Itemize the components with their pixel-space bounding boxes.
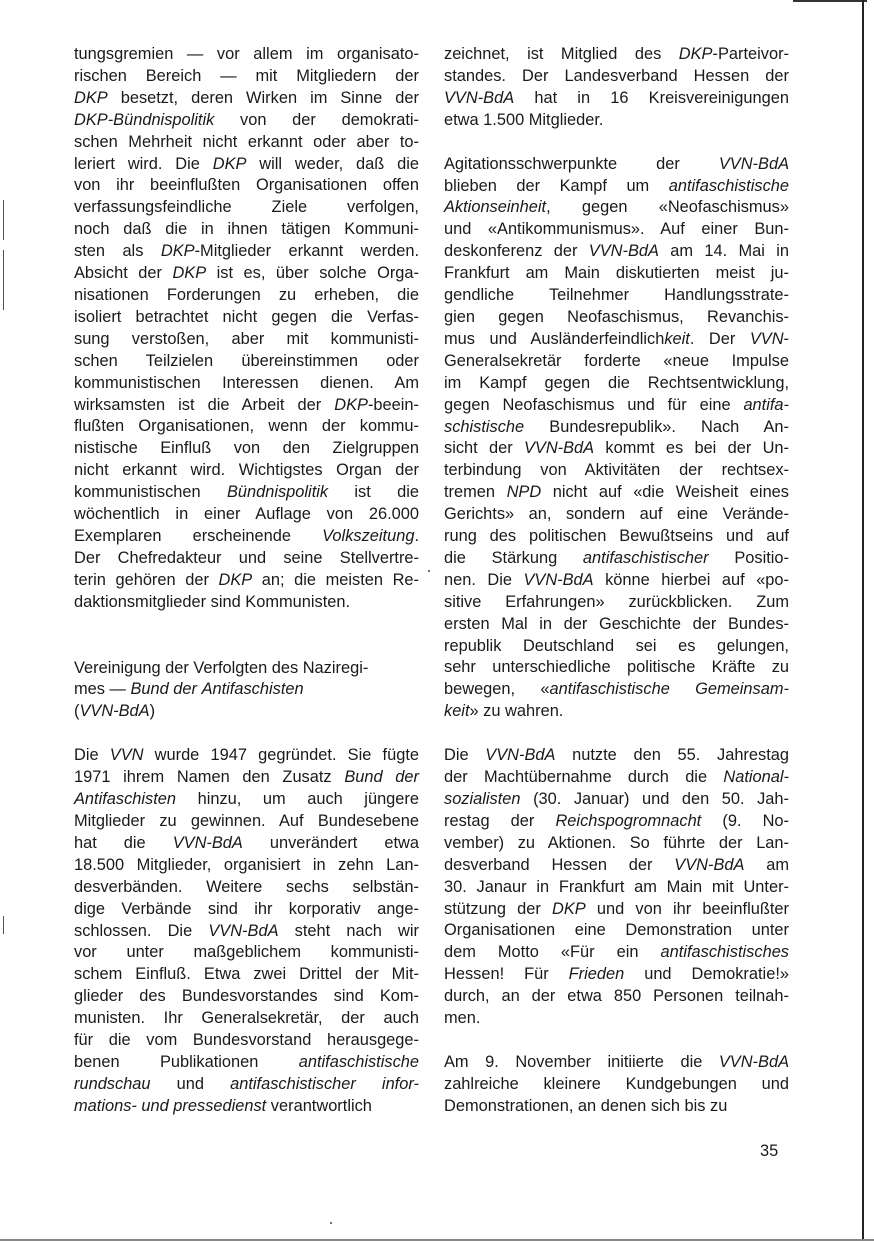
left-paragraph-1 — [74, 44, 419, 614]
text-line: Absicht der DKP ist es, über solche Orga- — [74, 264, 419, 283]
text-line: Der Chefredakteur und seine Stellvertre- — [74, 548, 419, 567]
text-line: kommunistischen Bündnispolitik ist die — [74, 483, 419, 502]
text-line: stützung der DKP und von ihr beeinflußter — [444, 899, 789, 918]
text-line: verfassungsfeindliche Ziele verfolgen, — [74, 198, 419, 217]
text-line: von ihr beeinflußten Organisationen offen — [74, 176, 419, 195]
text-line: leriert wird. Die DKP will weder, daß die — [74, 154, 419, 173]
text-line: rundschau und antifaschistischer infor- — [74, 1074, 419, 1093]
text-line: rung des politischen Bewußtseins und auf — [444, 527, 789, 546]
text-line: gegen Neofaschismus und für eine antifa- — [444, 395, 789, 414]
text-line: durch, an der etwa 850 Personen teilnah- — [444, 987, 789, 1006]
text-line: mus und Ausländerfeindlichkeit. Der VVN- — [444, 329, 789, 348]
text-line: sitive Erfahrungen» zurückblicken. Zum — [444, 592, 789, 611]
text-line: Agitationsschwerpunkte der VVN-BdA — [444, 154, 789, 173]
text-line: gendliche Teilnehmer Handlungsstrate- — [444, 286, 789, 305]
text-line: tremen NPD nicht auf «die Weisheit eines — [444, 483, 789, 502]
scan-mark — [3, 916, 4, 934]
text-line: flußten Organisationen, wenn der kommu- — [74, 417, 419, 436]
text-line: 30. Janaur in Frankfurt am Main mit Unter- — [444, 877, 789, 896]
text-line: dige Verbände sind ihr korporativ ange- — [74, 899, 419, 918]
text-line: schistische Bundesrepublik». Nach An- — [444, 417, 789, 436]
right-paragraph-1 — [444, 44, 789, 132]
text-line: sozialisten (30. Januar) und den 50. Jah- — [444, 790, 789, 808]
text-line: mes — Bund der Antifaschisten — [74, 680, 304, 699]
text-line: schem Einfluß. Etwa zwei Drittel der Mit- — [74, 965, 419, 984]
text-line: ersten Mal in der Geschichte der Bundes- — [444, 614, 789, 633]
text-line: daktionsmitglieder sind Kommunisten. — [74, 592, 351, 611]
text-line: sehr unterschiedliche politische Kräfte zu — [444, 658, 789, 677]
text-line: schen Teilzielen übereinstimmen oder — [74, 351, 419, 370]
text-line: Vereinigung der Verfolgten des Naziregi- — [74, 658, 369, 677]
text-line: DKP-Bündnispolitik von der demokrati- — [74, 110, 419, 129]
page-edge-right — [862, 0, 864, 1241]
text-line: 1971 ihrem Namen den Zusatz Bund der — [74, 768, 419, 787]
text-line: benen Publikationen antifaschistische — [74, 1052, 419, 1071]
text-line: Generalsekretär forderte «neue Impulse — [444, 351, 789, 370]
text-line: etwa 1.500 Mitglieder. — [444, 110, 604, 129]
text-line: terin gehören der DKP an; die meisten Re- — [74, 570, 419, 589]
text-line: tungsgremien — vor allem im organisato- — [74, 45, 419, 63]
text-line: isoliert betrachtet nicht gegen die Verfas- — [74, 307, 419, 326]
text-line: Exemplaren erscheinende Volkszeitung. — [74, 526, 419, 545]
scan-mark — [3, 200, 4, 240]
text-line: noch daß die in ihnen tätigen Kommuni- — [74, 220, 419, 239]
text-line: hat die VVN-BdA unverändert etwa — [74, 833, 419, 852]
section-heading — [74, 658, 419, 724]
scan-dot — [330, 1222, 332, 1224]
text-line: Antifaschisten hinzu, um auch jüngere — [74, 790, 419, 809]
left-paragraph-2 — [74, 745, 419, 1117]
text-line: 18.500 Mitglieder, organisiert in zehn Lan- — [74, 855, 419, 874]
right-paragraph-2 — [444, 154, 789, 724]
text-line: Die VVN wurde 1947 gegründet. Sie fügte — [74, 746, 419, 765]
text-line: restag der Reichspogromnacht (9. No- — [444, 811, 789, 830]
text-line: schlossen. Die VVN-BdA steht nach wir — [74, 921, 419, 940]
text-line: Demonstrationen, an denen sich bis zu — [444, 1096, 728, 1115]
text-line: (VVN-BdA) — [74, 702, 156, 721]
text-line: zahlreiche kleinere Kundgebungen und — [444, 1074, 789, 1093]
right-column — [444, 44, 789, 1140]
text-line: Mitglieder zu gewinnen. Auf Bundesebene — [74, 812, 419, 830]
text-line: rischen Bereich — mit Mitgliedern der — [74, 66, 419, 85]
text-line: republik Deutschland sei es gelungen, — [444, 636, 789, 655]
text-line: standes. Der Landesverband Hessen der — [444, 66, 789, 85]
text-line: sten als DKP-Mitglieder erkannt werden. — [74, 242, 419, 261]
page-edge-top — [793, 0, 867, 2]
text-line: für die vom Bundesvorstand herausgege- — [74, 1031, 419, 1050]
text-line: Am 9. November initiierte die VVN-BdA — [444, 1052, 789, 1071]
text-line: keit» zu wahren. — [444, 702, 564, 721]
text-line: zeichnet, ist Mitglied des DKP-Parteivor- — [444, 45, 789, 63]
text-line: vor unter maßgeblichem kommunisti- — [74, 943, 419, 962]
text-line: wöchentlich in einer Auflage von 26.000 — [74, 505, 419, 524]
text-line: Hessen! Für Frieden und Demokratie!» — [444, 965, 789, 984]
text-line: und «Antikommunismus». Auf einer Bun- — [444, 220, 789, 239]
text-line: vember) zu Aktionen. So führte der Lan- — [444, 833, 789, 852]
text-line: der Machtübernahme durch die National- — [444, 768, 789, 787]
text-line: die Stärkung antifaschistischer Positio- — [444, 548, 789, 567]
text-line: nicht erkannt wird. Wichtigstes Organ der — [74, 461, 419, 480]
text-line: DKP besetzt, deren Wirken im Sinne der — [74, 88, 419, 107]
scan-mark — [3, 250, 4, 310]
text-line: desverband Hessen der VVN-BdA am — [444, 855, 789, 874]
text-line: dem Motto «Für ein antifaschistisches — [444, 943, 789, 962]
text-line: terbindung von Aktivitäten der rechtsex- — [444, 461, 789, 480]
text-line: im Kampf gegen die Rechtsentwicklung, — [444, 373, 789, 392]
text-line: gien gegen Neofaschismus, Revanchis- — [444, 307, 789, 326]
text-line: kommunistischen Interessen dienen. Am — [74, 373, 419, 392]
text-line: Gerichts» an, sondern auf eine Verände- — [444, 505, 789, 524]
text-line: nen. Die VVN-BdA könne hierbei auf «po- — [444, 570, 789, 589]
text-line: Organisationen eine Demonstration unter — [444, 921, 789, 940]
page-number: 35 — [760, 1142, 779, 1160]
text-line: sicht der VVN-BdA kommt es bei der Un- — [444, 439, 789, 458]
text-line: nistische Einfluß von den Zielgruppen — [74, 439, 419, 458]
left-column — [74, 44, 419, 1140]
text-line: munisten. Ihr Generalsekretär, der auch — [74, 1009, 419, 1028]
text-line: Frankfurt am Main diskutierten meist ju- — [444, 264, 789, 283]
text-line: wirksamsten ist die Arbeit der DKP-beein- — [74, 395, 419, 414]
text-line: bewegen, «antifaschistische Gemeinsam- — [444, 680, 789, 699]
text-line: deskonferenz der VVN-BdA am 14. Mai in — [444, 242, 789, 261]
right-paragraph-4 — [444, 1052, 789, 1118]
text-line: VVN-BdA hat in 16 Kreisvereinigungen — [444, 88, 789, 107]
text-line: desverbänden. Weitere sechs selbstän- — [74, 877, 419, 896]
right-paragraph-3 — [444, 745, 789, 1030]
scan-dot — [428, 570, 430, 572]
text-line: Aktionseinheit, gegen «Neofaschismus» — [444, 198, 789, 217]
text-line: nisationen Forderungen zu erheben, die — [74, 285, 419, 304]
text-line: glieder des Bundesvorstandes sind Kom- — [74, 987, 419, 1006]
text-line: schen Mehrheit nicht erkannt oder aber to- — [74, 132, 419, 151]
text-line: mations- und pressedienst verantwortlich — [74, 1096, 372, 1115]
text-line: sung verstoßen, aber mit kommunisti- — [74, 329, 419, 348]
text-line: men. — [444, 1009, 481, 1028]
text-line: Die VVN-BdA nutzte den 55. Jahrestag — [444, 746, 789, 765]
text-line: blieben der Kampf um antifaschistische — [444, 176, 789, 195]
